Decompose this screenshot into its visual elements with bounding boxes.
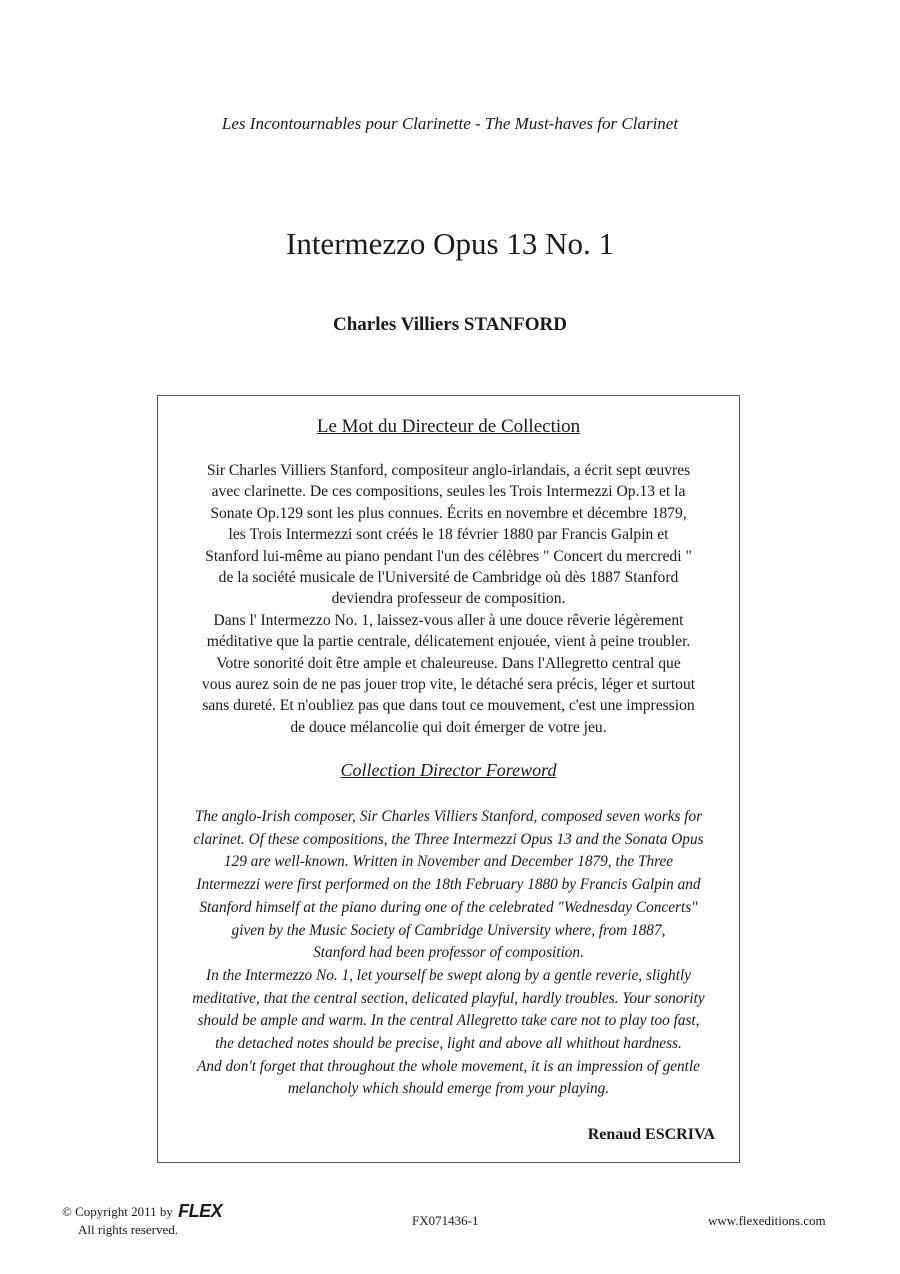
text-line: the detached notes should be precise, light and above all whithout hardness. bbox=[215, 1035, 682, 1053]
text-line: And don't forget that throughout the whole movement, it is an impression of gentle bbox=[197, 1057, 700, 1075]
english-foreword-heading: Collection Director Foreword bbox=[340, 760, 557, 780]
copyright-notice bbox=[62, 1201, 222, 1239]
text-line: Sir Charles Villiers Stanford, compositeur anglo-irlandais, a écrit sept œuvres bbox=[206, 462, 691, 479]
text-line: méditative que la partie centrale, délicatement enjouée, vient à peine troubler. bbox=[206, 633, 691, 651]
text-line: Stanford had been professor of composition. bbox=[313, 944, 584, 962]
rights-reserved: All rights reserved. bbox=[78, 1222, 179, 1237]
text-line: The anglo-Irish composer, Sir Charles Villiers Stanford, composed seven works for bbox=[194, 808, 703, 825]
text-line: clarinet. Of these compositions, the Three Intermezzi Opus 13 and the Sonata Opus bbox=[193, 830, 704, 848]
text-line: avec clarinette. De ces compositions, seules les Trois Intermezzi Op.13 et la bbox=[211, 483, 686, 501]
foreword-box bbox=[157, 395, 740, 1163]
text-line: Sonate Op.129 sont les plus connues. Écrits en novembre et décembre 1879, bbox=[210, 504, 687, 522]
text-line: vous aurez soin de ne pas jouer trop vite, le détaché sera précis, léger et surtout bbox=[201, 676, 696, 694]
composer-name: Charles Villiers STANFORD bbox=[333, 314, 567, 335]
text-line: de douce mélancolie qui doit émerger de votre jeu. bbox=[290, 718, 607, 736]
flex-logo: FLEX bbox=[178, 1201, 223, 1221]
text-line: Stanford himself at the piano during one of the celebrated "Wednesday Concerts" bbox=[199, 898, 698, 916]
text-line: sans dureté. Et n'oubliez pas que dans tout ce mouvement, c'est une impression bbox=[202, 697, 695, 715]
text-line: Stanford lui-même au piano pendant l'un des célèbres " Concert du mercredi " bbox=[205, 547, 692, 565]
english-foreword-text bbox=[172, 806, 725, 1101]
text-line: given by the Music Society of Cambridge University where, from 1887, bbox=[231, 921, 666, 939]
text-line: les Trois Intermezzi sont créés le 18 février 1880 par Francis Galpin et bbox=[228, 526, 669, 544]
text-line: Votre sonorité doit être ample et chaleureuse. Dans l'Allegretto central que bbox=[216, 654, 681, 672]
text-line: 129 are well-known. Written in November and December 1879, the Three bbox=[223, 853, 674, 871]
text-line: deviendra professeur de composition. bbox=[331, 590, 566, 608]
signature: Renaud ESCRIVA bbox=[587, 1126, 715, 1143]
page-title: Intermezzo Opus 13 No. 1 bbox=[286, 226, 614, 261]
collection-series-title: Les Incontournables pour Clarinette - The Must-haves for Clarinet bbox=[221, 114, 679, 133]
text-line: de la société musicale de l'Université de Cambridge où dès 1887 Stanford bbox=[218, 569, 679, 587]
text-line: In the Intermezzo No. 1, let yourself be swept along by a gentle reverie, slightly bbox=[205, 966, 691, 984]
copyright-text: © Copyright 2011 by bbox=[62, 1204, 173, 1219]
catalog-number: FX071436-1 bbox=[412, 1213, 479, 1228]
text-line: Intermezzi were first performed on the 18th February 1880 by Francis Galpin and bbox=[196, 876, 701, 894]
text-line: Dans l' Intermezzo No. 1, laissez-vous aller à une douce rêverie légèrement bbox=[213, 611, 684, 629]
text-line: meditative, that the central section, delicated playful, hardly troubles. Your sonority bbox=[192, 989, 705, 1007]
french-foreword-text bbox=[176, 460, 721, 738]
text-line: should be ample and warm. In the central Allegretto take care not to play too fast, bbox=[197, 1012, 700, 1030]
text-line: melancholy which should emerge from your playing. bbox=[287, 1080, 610, 1098]
french-foreword-heading: Le Mot du Directeur de Collection bbox=[316, 416, 581, 437]
website-url: www.flexeditions.com bbox=[708, 1213, 826, 1228]
